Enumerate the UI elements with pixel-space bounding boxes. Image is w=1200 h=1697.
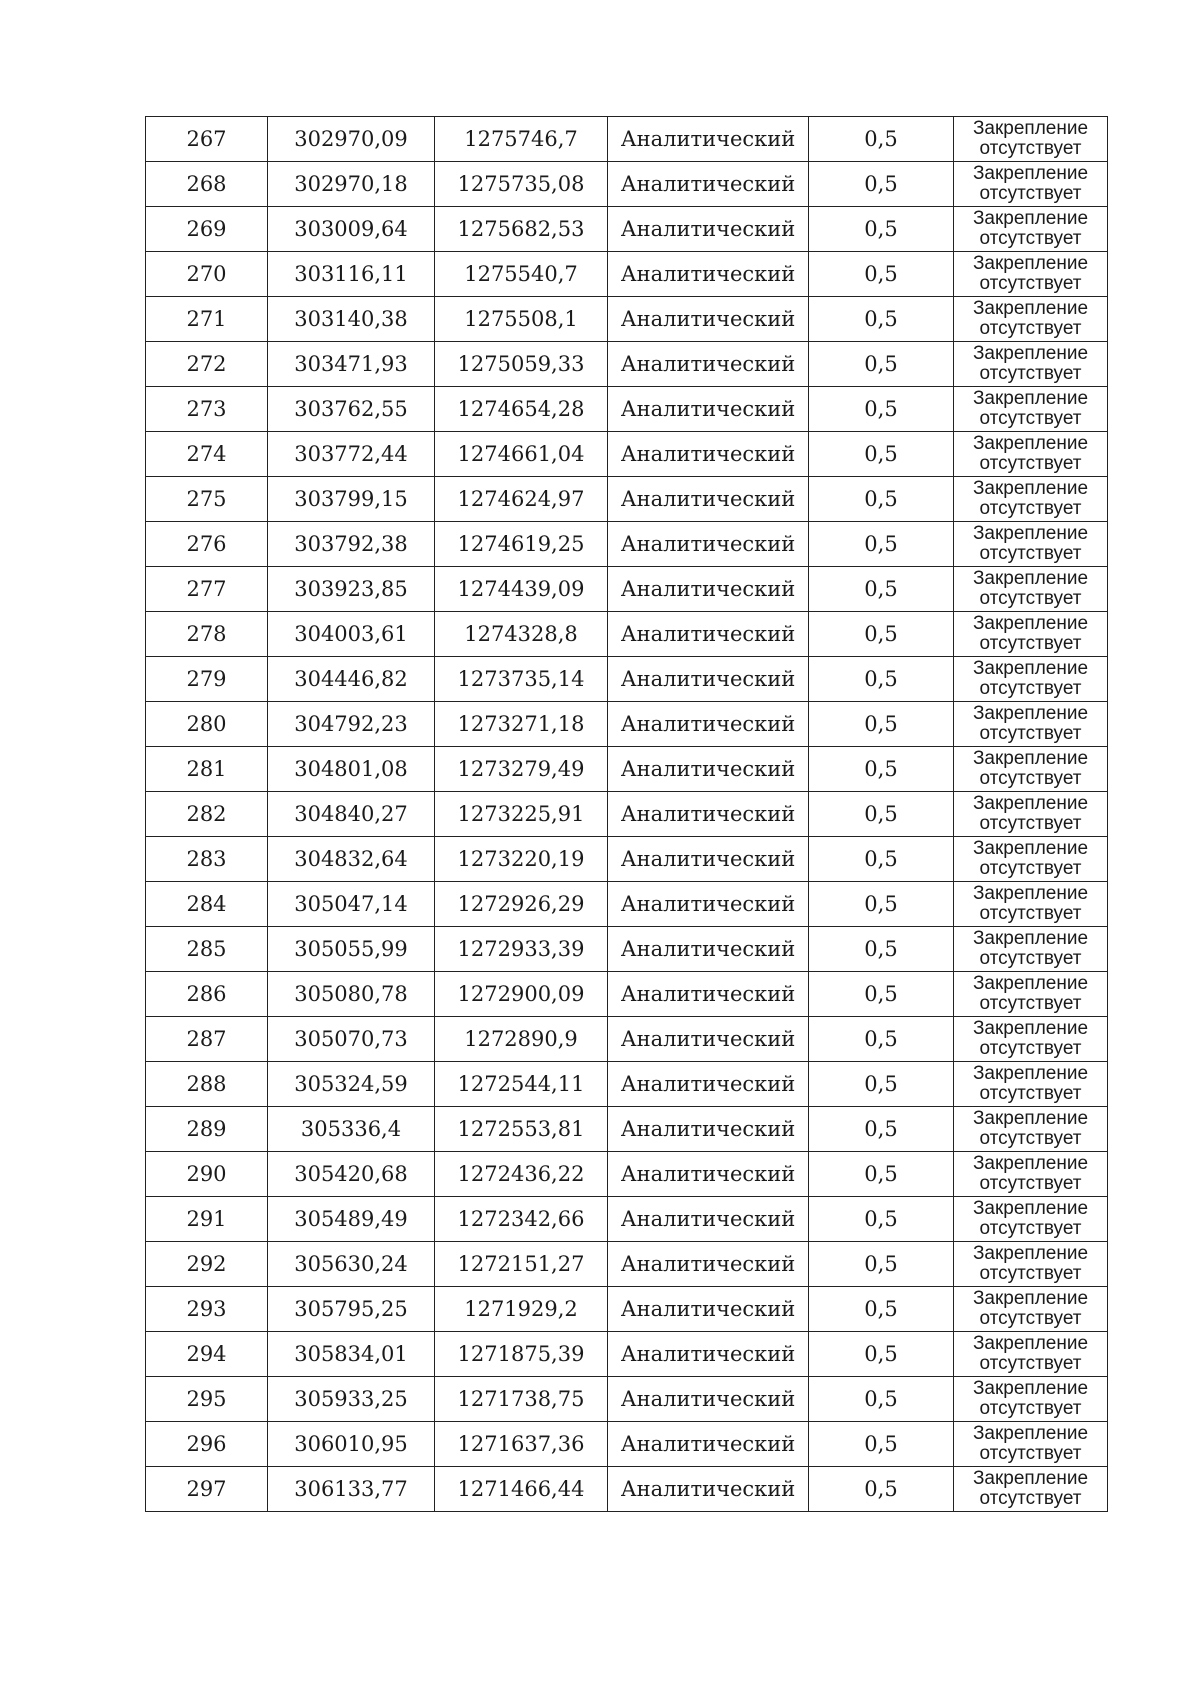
y-coordinate-cell: 1273271,18	[435, 702, 608, 747]
point-number-cell: 279	[146, 657, 268, 702]
x-coordinate-cell: 303140,38	[268, 297, 435, 342]
accuracy-cell: 0,5	[809, 792, 954, 837]
fixation-note-text: отсутствует	[979, 498, 1082, 519]
point-number-cell: 295	[146, 1377, 268, 1422]
fixation-note-text: отсутствует	[979, 903, 1082, 924]
fixation-note-cell	[954, 477, 1108, 522]
fixation-note-text: отсутствует	[979, 678, 1082, 699]
fixation-note-text: отсутствует	[979, 318, 1082, 339]
table-row	[146, 477, 1108, 522]
fixation-note-cell	[954, 657, 1108, 702]
y-coordinate-cell: 1271929,2	[435, 1287, 608, 1332]
y-coordinate-cell: 1274619,25	[435, 522, 608, 567]
fixation-note-text: отсутствует	[979, 408, 1082, 429]
fixation-note-text: Закрепление	[972, 253, 1089, 274]
accuracy-cell: 0,5	[809, 1197, 954, 1242]
accuracy-cell: 0,5	[809, 1332, 954, 1377]
table-row	[146, 927, 1108, 972]
x-coordinate-cell: 303471,93	[268, 342, 435, 387]
fixation-note-cell	[954, 882, 1108, 927]
fixation-note-text: Закрепление	[972, 1243, 1089, 1264]
table-row	[146, 747, 1108, 792]
fixation-note-text: отсутствует	[979, 228, 1082, 249]
y-coordinate-cell: 1275735,08	[435, 162, 608, 207]
fixation-note-text: отсутствует	[979, 633, 1082, 654]
method-cell: Аналитический	[608, 1332, 809, 1377]
method-cell: Аналитический	[608, 1467, 809, 1512]
x-coordinate-cell: 305080,78	[268, 972, 435, 1017]
fixation-note-text: Закрепление	[972, 1333, 1089, 1354]
accuracy-cell: 0,5	[809, 1152, 954, 1197]
accuracy-cell: 0,5	[809, 567, 954, 612]
fixation-note-text: Закрепление	[972, 928, 1089, 949]
x-coordinate-cell: 305795,25	[268, 1287, 435, 1332]
x-coordinate-cell: 304840,27	[268, 792, 435, 837]
table-row	[146, 387, 1108, 432]
fixation-note-text: отсутствует	[979, 588, 1082, 609]
point-number-cell: 292	[146, 1242, 268, 1287]
table-row	[146, 432, 1108, 477]
fixation-note-text: Закрепление	[972, 1288, 1089, 1309]
y-coordinate-cell: 1275682,53	[435, 207, 608, 252]
table-row	[146, 612, 1108, 657]
x-coordinate-cell: 302970,18	[268, 162, 435, 207]
method-cell: Аналитический	[608, 1017, 809, 1062]
table-row	[146, 1332, 1108, 1377]
fixation-note-text: Закрепление	[972, 388, 1089, 409]
y-coordinate-cell: 1274624,97	[435, 477, 608, 522]
x-coordinate-cell: 304003,61	[268, 612, 435, 657]
y-coordinate-cell: 1272553,81	[435, 1107, 608, 1152]
fixation-note-cell	[954, 342, 1108, 387]
method-cell: Аналитический	[608, 567, 809, 612]
table-row	[146, 567, 1108, 612]
fixation-note-text: Закрепление	[972, 973, 1089, 994]
method-cell: Аналитический	[608, 297, 809, 342]
y-coordinate-cell: 1272926,29	[435, 882, 608, 927]
table-row	[146, 522, 1108, 567]
point-number-cell: 267	[146, 117, 268, 162]
y-coordinate-cell: 1273220,19	[435, 837, 608, 882]
method-cell: Аналитический	[608, 702, 809, 747]
fixation-note-cell	[954, 1062, 1108, 1107]
fixation-note-cell	[954, 117, 1108, 162]
table-row	[146, 207, 1108, 252]
method-cell: Аналитический	[608, 342, 809, 387]
point-number-cell: 288	[146, 1062, 268, 1107]
y-coordinate-cell: 1272544,11	[435, 1062, 608, 1107]
fixation-note-text: Закрепление	[972, 433, 1089, 454]
fixation-note-text: отсутствует	[979, 273, 1082, 294]
point-number-cell: 269	[146, 207, 268, 252]
y-coordinate-cell: 1274654,28	[435, 387, 608, 432]
point-number-cell: 296	[146, 1422, 268, 1467]
fixation-note-cell	[954, 837, 1108, 882]
method-cell: Аналитический	[608, 972, 809, 1017]
method-cell: Аналитический	[608, 882, 809, 927]
method-cell: Аналитический	[608, 1107, 809, 1152]
point-number-cell: 278	[146, 612, 268, 657]
fixation-note-text: отсутствует	[979, 543, 1082, 564]
accuracy-cell: 0,5	[809, 477, 954, 522]
method-cell: Аналитический	[608, 477, 809, 522]
fixation-note-text: Закрепление	[972, 703, 1089, 724]
x-coordinate-cell: 305933,25	[268, 1377, 435, 1422]
y-coordinate-cell: 1272890,9	[435, 1017, 608, 1062]
method-cell: Аналитический	[608, 1377, 809, 1422]
x-coordinate-cell: 303762,55	[268, 387, 435, 432]
x-coordinate-cell: 303799,15	[268, 477, 435, 522]
accuracy-cell: 0,5	[809, 972, 954, 1017]
fixation-note-cell	[954, 612, 1108, 657]
fixation-note-text: Закрепление	[972, 163, 1089, 184]
y-coordinate-cell: 1272900,09	[435, 972, 608, 1017]
method-cell: Аналитический	[608, 387, 809, 432]
fixation-note-text: Закрепление	[972, 1198, 1089, 1219]
fixation-note-text: отсутствует	[979, 993, 1082, 1014]
y-coordinate-cell: 1271875,39	[435, 1332, 608, 1377]
method-cell: Аналитический	[608, 927, 809, 972]
x-coordinate-cell: 304792,23	[268, 702, 435, 747]
table-row	[146, 1062, 1108, 1107]
point-number-cell: 291	[146, 1197, 268, 1242]
y-coordinate-cell: 1271466,44	[435, 1467, 608, 1512]
point-number-cell: 290	[146, 1152, 268, 1197]
accuracy-cell: 0,5	[809, 1242, 954, 1287]
coordinates-table	[145, 116, 1108, 1512]
method-cell: Аналитический	[608, 1242, 809, 1287]
table-row	[146, 162, 1108, 207]
fixation-note-text: Закрепление	[972, 1378, 1089, 1399]
fixation-note-text: отсутствует	[979, 1218, 1082, 1239]
fixation-note-text: Закрепление	[972, 1018, 1089, 1039]
fixation-note-cell	[954, 162, 1108, 207]
fixation-note-cell	[954, 432, 1108, 477]
point-number-cell: 285	[146, 927, 268, 972]
x-coordinate-cell: 305834,01	[268, 1332, 435, 1377]
point-number-cell: 273	[146, 387, 268, 432]
fixation-note-text: отсутствует	[979, 1398, 1082, 1419]
accuracy-cell: 0,5	[809, 1422, 954, 1467]
fixation-note-text: отсутствует	[979, 1488, 1082, 1509]
method-cell: Аналитический	[608, 252, 809, 297]
point-number-cell: 293	[146, 1287, 268, 1332]
x-coordinate-cell: 304446,82	[268, 657, 435, 702]
fixation-note-text: отсутствует	[979, 183, 1082, 204]
x-coordinate-cell: 305047,14	[268, 882, 435, 927]
fixation-note-text: отсутствует	[979, 363, 1082, 384]
y-coordinate-cell: 1272151,27	[435, 1242, 608, 1287]
fixation-note-text: Закрепление	[972, 478, 1089, 499]
fixation-note-cell	[954, 1377, 1108, 1422]
fixation-note-cell	[954, 567, 1108, 612]
table-row	[146, 1107, 1108, 1152]
method-cell: Аналитический	[608, 837, 809, 882]
accuracy-cell: 0,5	[809, 297, 954, 342]
y-coordinate-cell: 1271637,36	[435, 1422, 608, 1467]
accuracy-cell: 0,5	[809, 432, 954, 477]
table-row	[146, 882, 1108, 927]
table-row	[146, 1242, 1108, 1287]
point-number-cell: 271	[146, 297, 268, 342]
table-row	[146, 117, 1108, 162]
method-cell: Аналитический	[608, 1152, 809, 1197]
table-row	[146, 1017, 1108, 1062]
point-number-cell: 274	[146, 432, 268, 477]
fixation-note-text: Закрепление	[972, 1063, 1089, 1084]
y-coordinate-cell: 1273279,49	[435, 747, 608, 792]
point-number-cell: 283	[146, 837, 268, 882]
point-number-cell: 275	[146, 477, 268, 522]
point-number-cell: 280	[146, 702, 268, 747]
point-number-cell: 289	[146, 1107, 268, 1152]
y-coordinate-cell: 1271738,75	[435, 1377, 608, 1422]
table-row	[146, 702, 1108, 747]
table-row	[146, 657, 1108, 702]
method-cell: Аналитический	[608, 657, 809, 702]
x-coordinate-cell: 306010,95	[268, 1422, 435, 1467]
y-coordinate-cell: 1275540,7	[435, 252, 608, 297]
y-coordinate-cell: 1275059,33	[435, 342, 608, 387]
fixation-note-cell	[954, 252, 1108, 297]
method-cell: Аналитический	[608, 747, 809, 792]
x-coordinate-cell: 305489,49	[268, 1197, 435, 1242]
fixation-note-cell	[954, 927, 1108, 972]
fixation-note-cell	[954, 702, 1108, 747]
fixation-note-cell	[954, 297, 1108, 342]
fixation-note-text: отсутствует	[979, 1263, 1082, 1284]
method-cell: Аналитический	[608, 432, 809, 477]
x-coordinate-cell: 305324,59	[268, 1062, 435, 1107]
point-number-cell: 272	[146, 342, 268, 387]
table-body	[146, 117, 1108, 1512]
method-cell: Аналитический	[608, 1062, 809, 1107]
accuracy-cell: 0,5	[809, 657, 954, 702]
fixation-note-text: отсутствует	[979, 813, 1082, 834]
x-coordinate-cell: 303116,11	[268, 252, 435, 297]
accuracy-cell: 0,5	[809, 1062, 954, 1107]
y-coordinate-cell: 1273225,91	[435, 792, 608, 837]
y-coordinate-cell: 1274439,09	[435, 567, 608, 612]
table-row	[146, 1287, 1108, 1332]
method-cell: Аналитический	[608, 1422, 809, 1467]
x-coordinate-cell: 305055,99	[268, 927, 435, 972]
fixation-note-text: Закрепление	[972, 208, 1089, 229]
y-coordinate-cell: 1272342,66	[435, 1197, 608, 1242]
point-number-cell: 277	[146, 567, 268, 612]
fixation-note-text: отсутствует	[979, 453, 1082, 474]
table-row	[146, 1197, 1108, 1242]
fixation-note-text: Закрепление	[972, 793, 1089, 814]
fixation-note-text: отсутствует	[979, 858, 1082, 879]
fixation-note-cell	[954, 1287, 1108, 1332]
fixation-note-cell	[954, 972, 1108, 1017]
fixation-note-text: Закрепление	[972, 298, 1089, 319]
table-row	[146, 252, 1108, 297]
fixation-note-text: отсутствует	[979, 1308, 1082, 1329]
fixation-note-cell	[954, 1107, 1108, 1152]
point-number-cell: 270	[146, 252, 268, 297]
point-number-cell: 281	[146, 747, 268, 792]
fixation-note-cell	[954, 1197, 1108, 1242]
accuracy-cell: 0,5	[809, 1017, 954, 1062]
table-row	[146, 1377, 1108, 1422]
accuracy-cell: 0,5	[809, 207, 954, 252]
y-coordinate-cell: 1275746,7	[435, 117, 608, 162]
fixation-note-cell	[954, 1332, 1108, 1377]
method-cell: Аналитический	[608, 612, 809, 657]
accuracy-cell: 0,5	[809, 837, 954, 882]
fixation-note-text: Закрепление	[972, 838, 1089, 859]
method-cell: Аналитический	[608, 522, 809, 567]
table-row	[146, 972, 1108, 1017]
fixation-note-text: Закрепление	[972, 658, 1089, 679]
accuracy-cell: 0,5	[809, 927, 954, 972]
fixation-note-cell	[954, 522, 1108, 567]
table-row	[146, 342, 1108, 387]
point-number-cell: 297	[146, 1467, 268, 1512]
fixation-note-text: отсутствует	[979, 948, 1082, 969]
accuracy-cell: 0,5	[809, 162, 954, 207]
y-coordinate-cell: 1275508,1	[435, 297, 608, 342]
table-row	[146, 1422, 1108, 1467]
x-coordinate-cell: 303923,85	[268, 567, 435, 612]
method-cell: Аналитический	[608, 792, 809, 837]
fixation-note-text: Закрепление	[972, 613, 1089, 634]
fixation-note-cell	[954, 792, 1108, 837]
fixation-note-cell	[954, 387, 1108, 432]
table-row	[146, 1467, 1108, 1512]
fixation-note-cell	[954, 1242, 1108, 1287]
fixation-note-text: отсутствует	[979, 768, 1082, 789]
fixation-note-cell	[954, 1422, 1108, 1467]
method-cell: Аналитический	[608, 1197, 809, 1242]
accuracy-cell: 0,5	[809, 747, 954, 792]
x-coordinate-cell: 303792,38	[268, 522, 435, 567]
x-coordinate-cell: 305420,68	[268, 1152, 435, 1197]
y-coordinate-cell: 1272933,39	[435, 927, 608, 972]
x-coordinate-cell: 304832,64	[268, 837, 435, 882]
accuracy-cell: 0,5	[809, 1467, 954, 1512]
x-coordinate-cell: 302970,09	[268, 117, 435, 162]
x-coordinate-cell: 305070,73	[268, 1017, 435, 1062]
fixation-note-text: Закрепление	[972, 118, 1089, 139]
point-number-cell: 276	[146, 522, 268, 567]
table-row	[146, 1152, 1108, 1197]
table-row	[146, 297, 1108, 342]
y-coordinate-cell: 1274661,04	[435, 432, 608, 477]
fixation-note-text: Закрепление	[972, 523, 1089, 544]
fixation-note-cell	[954, 1152, 1108, 1197]
accuracy-cell: 0,5	[809, 117, 954, 162]
point-number-cell: 284	[146, 882, 268, 927]
accuracy-cell: 0,5	[809, 252, 954, 297]
y-coordinate-cell: 1274328,8	[435, 612, 608, 657]
fixation-note-text: Закрепление	[972, 1153, 1089, 1174]
table-row	[146, 792, 1108, 837]
accuracy-cell: 0,5	[809, 882, 954, 927]
method-cell: Аналитический	[608, 117, 809, 162]
fixation-note-text: Закрепление	[972, 568, 1089, 589]
fixation-note-text: отсутствует	[979, 1443, 1082, 1464]
accuracy-cell: 0,5	[809, 1287, 954, 1332]
fixation-note-text: отсутствует	[979, 1083, 1082, 1104]
x-coordinate-cell: 304801,08	[268, 747, 435, 792]
fixation-note-text: Закрепление	[972, 1468, 1089, 1489]
fixation-note-text: отсутствует	[979, 138, 1082, 159]
fixation-note-text: Закрепление	[972, 748, 1089, 769]
accuracy-cell: 0,5	[809, 387, 954, 432]
fixation-note-cell	[954, 1017, 1108, 1062]
method-cell: Аналитический	[608, 162, 809, 207]
accuracy-cell: 0,5	[809, 1377, 954, 1422]
fixation-note-text: отсутствует	[979, 1038, 1082, 1059]
x-coordinate-cell: 303009,64	[268, 207, 435, 252]
x-coordinate-cell: 306133,77	[268, 1467, 435, 1512]
point-number-cell: 282	[146, 792, 268, 837]
point-number-cell: 268	[146, 162, 268, 207]
y-coordinate-cell: 1272436,22	[435, 1152, 608, 1197]
fixation-note-text: Закрепление	[972, 1108, 1089, 1129]
y-coordinate-cell: 1273735,14	[435, 657, 608, 702]
x-coordinate-cell: 303772,44	[268, 432, 435, 477]
accuracy-cell: 0,5	[809, 612, 954, 657]
table-row	[146, 837, 1108, 882]
point-number-cell: 286	[146, 972, 268, 1017]
fixation-note-cell	[954, 1467, 1108, 1512]
fixation-note-text: отсутствует	[979, 1128, 1082, 1149]
fixation-note-text: Закрепление	[972, 1423, 1089, 1444]
method-cell: Аналитический	[608, 1287, 809, 1332]
fixation-note-cell	[954, 207, 1108, 252]
accuracy-cell: 0,5	[809, 342, 954, 387]
accuracy-cell: 0,5	[809, 702, 954, 747]
x-coordinate-cell: 305630,24	[268, 1242, 435, 1287]
fixation-note-text: отсутствует	[979, 1353, 1082, 1374]
fixation-note-text: отсутствует	[979, 723, 1082, 744]
x-coordinate-cell: 305336,4	[268, 1107, 435, 1152]
point-number-cell: 287	[146, 1017, 268, 1062]
point-number-cell: 294	[146, 1332, 268, 1377]
fixation-note-cell	[954, 747, 1108, 792]
accuracy-cell: 0,5	[809, 522, 954, 567]
fixation-note-text: Закрепление	[972, 883, 1089, 904]
method-cell: Аналитический	[608, 207, 809, 252]
fixation-note-text: отсутствует	[979, 1173, 1082, 1194]
fixation-note-text: Закрепление	[972, 343, 1089, 364]
accuracy-cell: 0,5	[809, 1107, 954, 1152]
